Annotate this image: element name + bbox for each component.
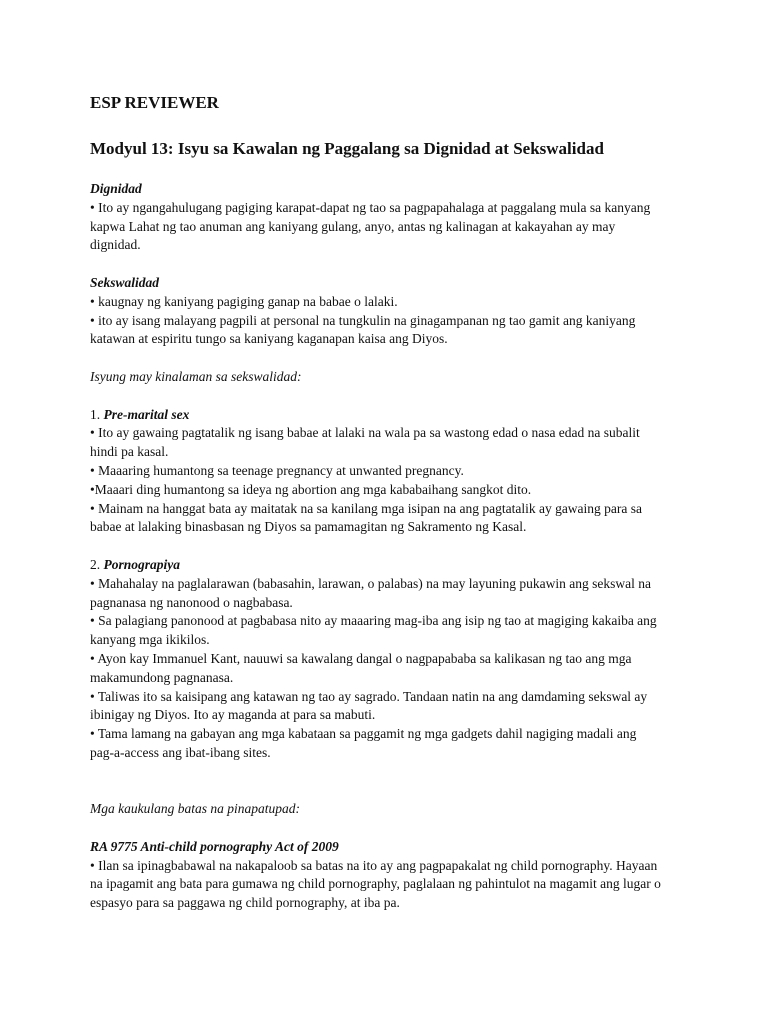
dignidad-section (90, 180, 690, 255)
module-title: Modyul 13: Isyu sa Kawalan ng Paggalang sa Dignidad at Sekswalidad (90, 139, 604, 158)
premarital-line: hindi pa kasal. (90, 444, 169, 460)
sekswalidad-section (90, 274, 690, 349)
pornograpiya-line: ibinigay ng Diyos. Ito ay maganda at para sa mabuti. (90, 707, 376, 723)
pornograpiya-line: makamundong pagnanasa. (90, 669, 234, 685)
pornograpiya-line: • Ayon kay Immanuel Kant, nauuwi sa kawalang dangal o nagpapababa sa kalikasan ng tao ang mga (90, 650, 632, 666)
pornograpiya-section (90, 556, 690, 763)
document-title: ESP REVIEWER (90, 93, 219, 112)
ra9775-section (90, 838, 690, 913)
pornograpiya-line: • Sa palagiang panonood at pagbabasa nito ay maaaring mag-iba ang isip ng tao at magiging kakaiba ang (90, 613, 657, 629)
sekswalidad-line: • ito ay isang malayang pagpili at personal na tungkulin na ginagampanan ng tao gamit ang kaniyang (90, 312, 636, 328)
ra9775-line: na ipagamit ang bata para gumawa ng child pornography, paglalaan ng pahintulot na magamit ang lugar o (90, 876, 661, 892)
ra9775-line: • Ilan sa ipinagbabawal na nakapaloob sa batas na ito ay ang pagpapakalat ng child pornography. Hayaan (90, 857, 658, 873)
dignidad-heading: Dignidad (90, 181, 142, 196)
sekswalidad-line: katawan at espiritu tungo sa kaniyang kaganapan kaisa ang Diyos. (90, 331, 448, 347)
pornograpiya-heading: Pornograpiya (103, 556, 181, 572)
pornograpiya-line: • Mahahalay na paglalarawan (babasahin, larawan, o palabas) na may layuning pukawin ang sekswal na (90, 575, 652, 591)
premarital-heading-row (90, 406, 690, 425)
dignidad-line: • Ito ay ngangahulugang pagiging karapat-dapat ng tao sa pagpapahalaga at paggalang mula sa kanyang (90, 199, 651, 215)
premarital-line: babae at lalaking binasbasan ng Diyos sa pamamagitan ng Sakramento ng Kasal. (90, 519, 527, 535)
ra9775-heading: RA 9775 Anti-child pornography Act of 2009 (90, 838, 339, 854)
sekswalidad-line: • kaugnay ng kaniyang pagiging ganap na babae o lalaki. (90, 293, 398, 309)
dignidad-line: dignidad. (90, 237, 141, 253)
pornograpiya-line: pagnanasa ng nanonood o nagbabasa. (90, 594, 293, 610)
pornograpiya-heading-row (90, 556, 690, 575)
pornograpiya-line: • Taliwas ito sa kaisipang ang katawan ng tao ay sagrado. Tandaan natin na ang damdaming sekswal ay (90, 688, 648, 704)
premarital-line: • Ito ay gawaing pagtatalik ng isang babae at lalaki na wala pa sa wastong edad o nasa edad na subalit (90, 425, 640, 441)
item-number: 1. (90, 406, 104, 422)
premarital-line: • Mainam na hanggat bata ay maitatak na sa kanilang mga isipan na ang pagtatalik ay gawaing para sa (90, 500, 643, 516)
pornograpiya-line: • Tama lamang na gabayan ang mga kabataan sa paggamit ng mga gadgets dahil nagiging madali ang (90, 726, 637, 742)
dignidad-line: kapwa Lahat ng tao anuman ang kaniyang gulang, anyo, antas ng kalinagan at kakayahan ay may (90, 218, 616, 234)
pornograpiya-line: kanyang mga ikikilos. (90, 632, 210, 648)
laws-intro: Mga kaukulang batas na pinapatupad: (90, 801, 300, 817)
premarital-heading: Pre-marital sex (103, 406, 190, 422)
premarital-line: •Maaari ding humantong sa ideya ng abortion ang mga kababaihang sangkot dito. (90, 481, 532, 497)
document-content (90, 92, 690, 913)
item-number: 2. (90, 556, 104, 572)
premarital-section (90, 406, 690, 538)
issues-intro: Isyung may kinalaman sa sekswalidad: (90, 368, 302, 384)
pornograpiya-line: pag-a-access ang ibat-ibang sites. (90, 744, 271, 760)
ra9775-line: espasyo para sa paggawa ng child pornography, at iba pa. (90, 895, 400, 911)
premarital-line: • Maaaring humantong sa teenage pregnancy at unwanted pregnancy. (90, 462, 464, 478)
sekswalidad-heading: Sekswalidad (90, 274, 160, 290)
